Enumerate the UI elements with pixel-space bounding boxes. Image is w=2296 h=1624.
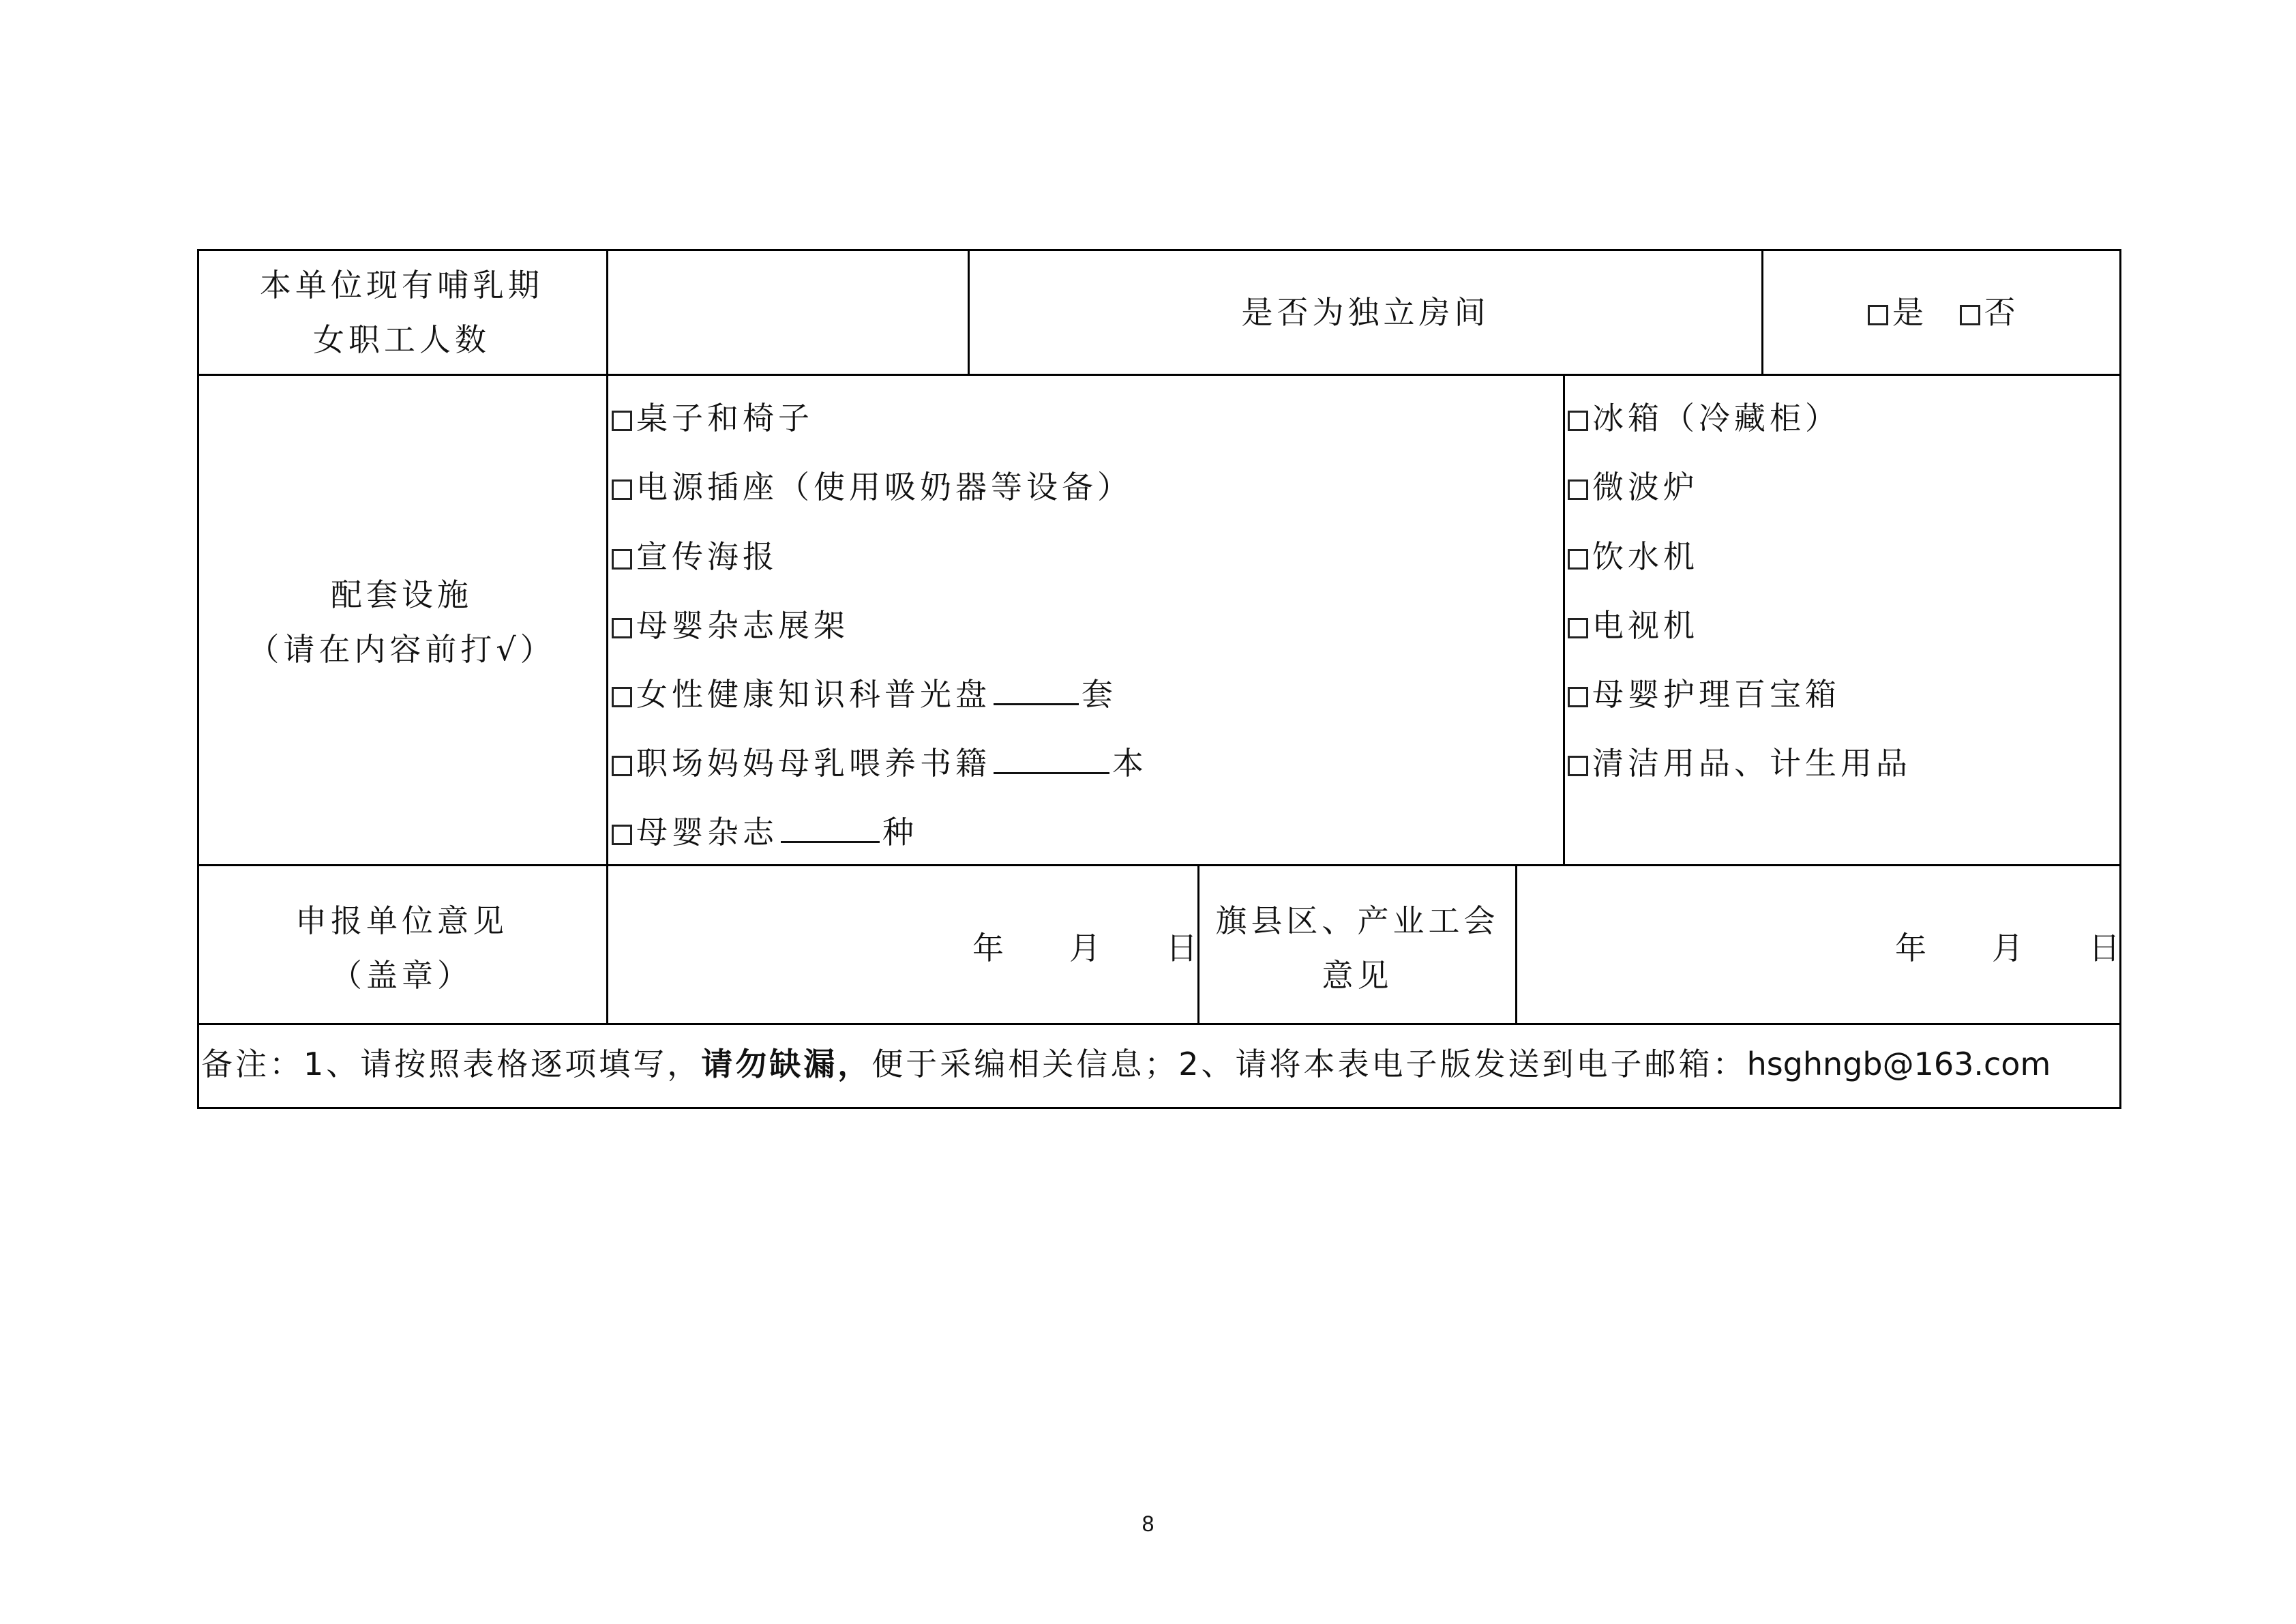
date-year-label: 年	[1895, 930, 1930, 966]
table-border-right	[2119, 249, 2121, 1109]
nursing-worker-count-label: 本单位现有哺乳期	[260, 267, 543, 304]
facility-item-microwave[interactable]	[1568, 460, 1699, 514]
facility-checkbox[interactable]	[1568, 411, 1588, 431]
page-number: 8	[1142, 1511, 1154, 1536]
magazine-unit: 种	[882, 814, 918, 851]
facility-item-label: 电源插座（使用吸奶器等设备）	[636, 469, 1133, 505]
disc-unit: 套	[1082, 676, 1117, 713]
table-line-row3	[197, 1023, 2121, 1025]
facilities-label: 配套设施	[331, 576, 473, 613]
facility-item-label: 清洁用品、计生用品	[1592, 745, 1911, 782]
facility-item-magazines[interactable]	[612, 805, 918, 859]
table-border-top	[197, 249, 2121, 251]
date-month-label: 月	[1069, 930, 1105, 966]
facility-checkbox[interactable]	[1568, 687, 1588, 707]
facility-item-label: 宣传海报	[636, 538, 778, 575]
applicant-date[interactable]	[972, 921, 1202, 975]
facility-item-fridge[interactable]	[1568, 391, 1840, 445]
table-border-bottom	[197, 1107, 2121, 1109]
facility-item-tv[interactable]	[1568, 598, 1699, 653]
note-text	[201, 1037, 2051, 1091]
facility-item-breastfeeding-books[interactable]	[612, 736, 1148, 791]
facility-item-label: 母婴杂志	[636, 814, 778, 851]
table-line-facilities-col	[1563, 374, 1565, 866]
date-day-label: 日	[1166, 930, 1202, 966]
facility-item-label: 桌子和椅子	[636, 400, 814, 437]
facility-checkbox[interactable]	[612, 756, 632, 776]
applicant-opinion-label: 申报单位意见	[295, 902, 508, 939]
facility-checkbox[interactable]	[612, 687, 632, 707]
application-form-table	[197, 249, 2124, 1109]
date-year-label: 年	[972, 930, 1008, 966]
union-date[interactable]	[1895, 921, 2124, 975]
facility-checkbox[interactable]	[612, 411, 632, 431]
nursing-worker-count-label-line2: 女职工人数	[313, 321, 490, 358]
no-checkbox[interactable]	[1960, 305, 1980, 325]
note-email[interactable]: hsghngb@163.com	[1746, 1046, 2051, 1082]
table-line-opinion-col3	[1515, 864, 1517, 1025]
facility-checkbox[interactable]	[612, 825, 632, 845]
applicant-seal-label: （盖章）	[331, 957, 473, 994]
facility-item-label: 电视机	[1592, 607, 1699, 644]
independent-room-label: 是否为独立房间	[1241, 294, 1490, 331]
date-day-label: 日	[2089, 930, 2124, 966]
facility-checkbox[interactable]	[612, 618, 632, 638]
independent-room-options	[1868, 285, 2020, 340]
note-prefix: 备注：1、请按照表格逐项填写，	[201, 1046, 702, 1082]
facility-item-poster[interactable]	[612, 529, 778, 584]
facility-checkbox[interactable]	[1568, 479, 1588, 500]
yes-checkbox[interactable]	[1868, 305, 1888, 325]
book-count-blank[interactable]	[994, 745, 1109, 774]
magazine-count-blank[interactable]	[781, 814, 880, 843]
no-label: 否	[1984, 294, 2020, 331]
facility-checkbox[interactable]	[1568, 756, 1588, 776]
date-month-label: 月	[1992, 930, 2027, 966]
note-middle: 便于采编相关信息；2、请将本表电子版发送到电子邮箱：	[871, 1046, 1747, 1082]
facility-item-label: 职场妈妈母乳喂养书籍	[636, 745, 991, 782]
facility-item-label: 母婴护理百宝箱	[1592, 676, 1840, 713]
facility-item-water-dispenser[interactable]	[1568, 529, 1699, 584]
facility-item-label: 冰箱（冷藏柜）	[1592, 400, 1840, 437]
union-opinion-label-line2: 意见	[1322, 957, 1393, 994]
disc-count-blank[interactable]	[994, 676, 1079, 705]
facility-item-magazine-rack[interactable]	[612, 598, 849, 653]
facilities-instruction: （请在内容前打√）	[248, 631, 556, 668]
facility-item-care-kit[interactable]	[1568, 667, 1840, 722]
facility-checkbox[interactable]	[612, 549, 632, 570]
book-unit: 本	[1112, 745, 1148, 782]
nursing-worker-count-field[interactable]	[608, 251, 968, 374]
table-line-row1-col3	[1761, 249, 1763, 376]
note-bold-warning: 请勿缺漏，	[701, 1046, 872, 1082]
yes-label: 是	[1892, 294, 1928, 331]
facility-item-health-disc[interactable]	[612, 667, 1117, 722]
facility-item-label: 微波炉	[1592, 469, 1699, 505]
facility-checkbox[interactable]	[1568, 549, 1588, 570]
table-line-row2	[197, 864, 2121, 866]
facility-item-label: 母婴杂志展架	[636, 607, 849, 644]
facility-item-cleaning-supplies[interactable]	[1568, 736, 1911, 791]
facility-checkbox[interactable]	[1568, 618, 1588, 638]
facility-item-label: 饮水机	[1592, 538, 1699, 575]
facility-item-power-socket[interactable]	[612, 460, 1133, 514]
table-line-row1	[197, 374, 2121, 376]
union-opinion-label: 旗县区、产业工会	[1215, 902, 1500, 939]
facility-checkbox[interactable]	[612, 479, 632, 500]
facility-item-table-chairs[interactable]	[612, 391, 814, 445]
facility-item-label: 女性健康知识科普光盘	[636, 676, 991, 713]
